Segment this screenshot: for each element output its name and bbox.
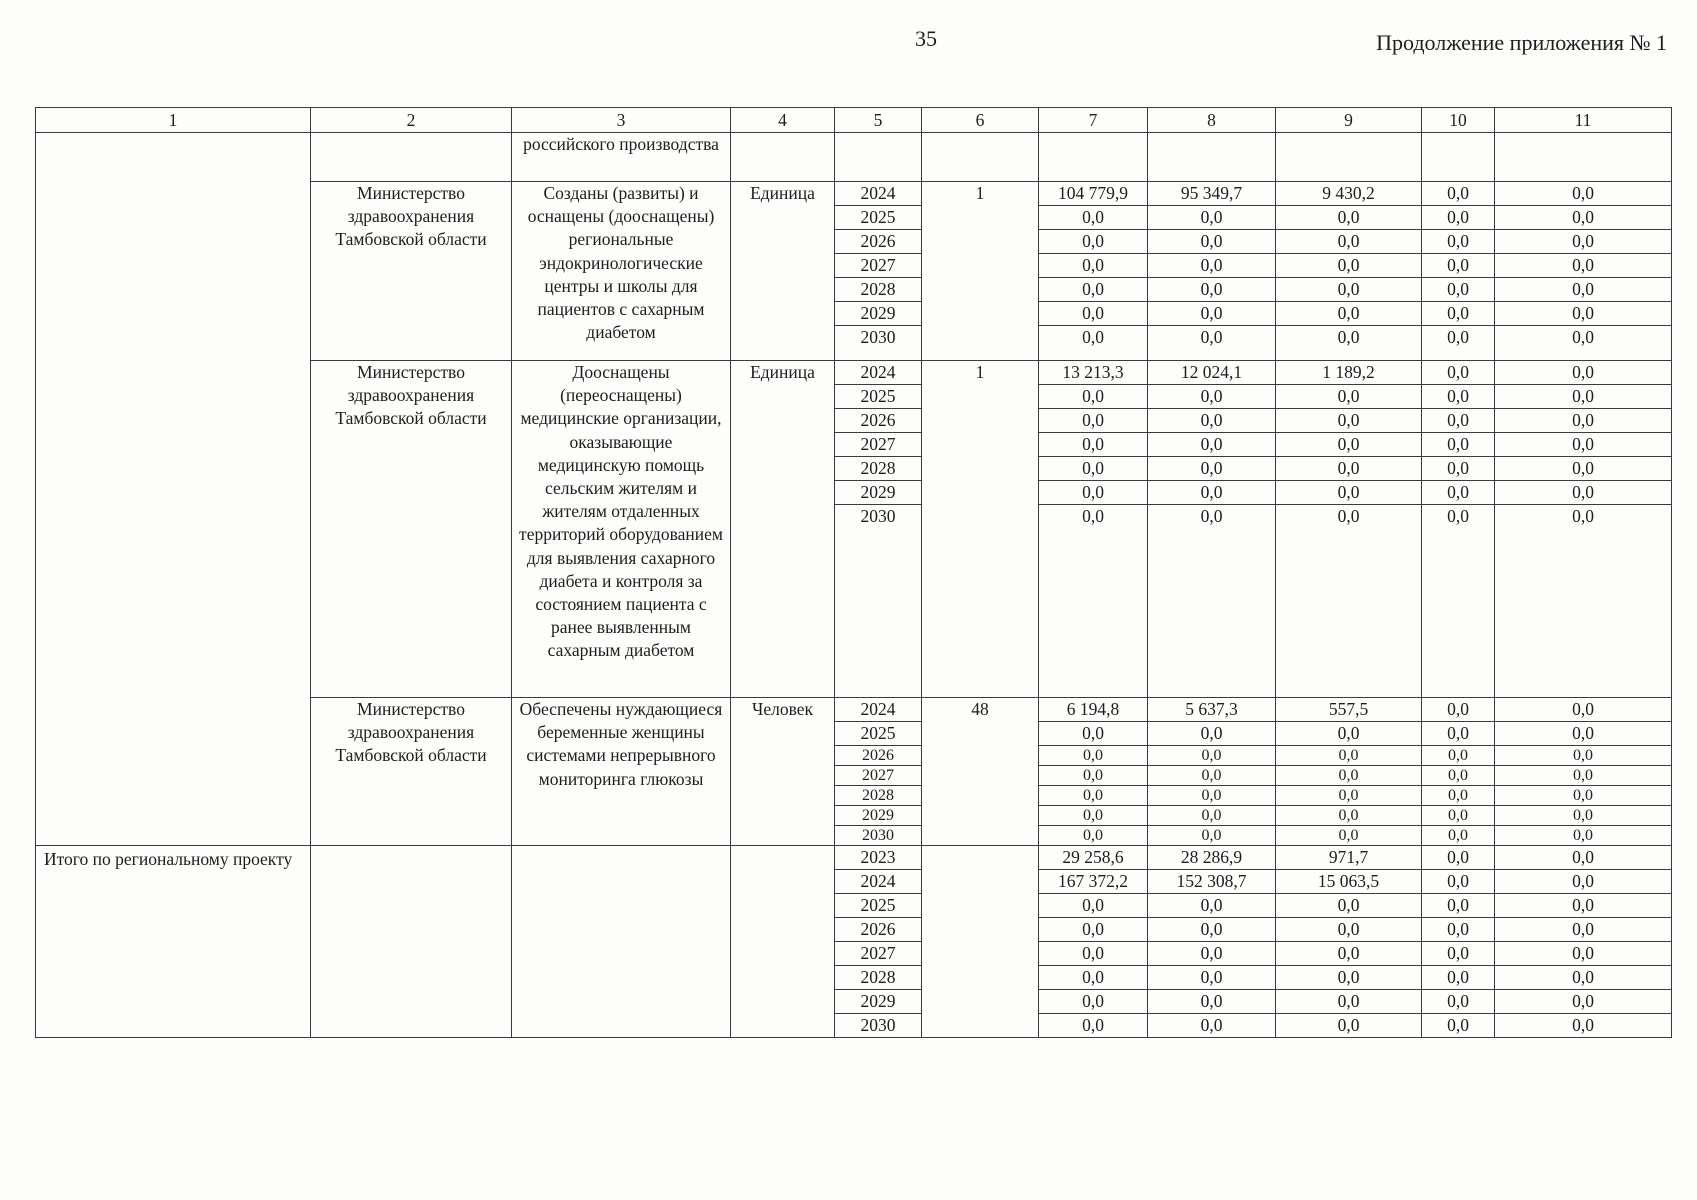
amount-cell: 0,0 xyxy=(1276,806,1422,826)
amount-cell: 0,0 xyxy=(1148,326,1276,361)
year-cell: 2027 xyxy=(835,254,922,278)
column-number: 3 xyxy=(512,108,731,133)
year-cell: 2024 xyxy=(835,361,922,385)
amount-cell: 0,0 xyxy=(1148,966,1276,990)
year-cell: 2030 xyxy=(835,505,922,698)
value-cell xyxy=(922,133,1039,182)
unit-cell: Единица xyxy=(731,361,835,698)
amount-cell: 0,0 xyxy=(1495,1014,1672,1038)
amount-cell: 0,0 xyxy=(1276,254,1422,278)
amount-cell: 0,0 xyxy=(1495,481,1672,505)
amount-cell: 0,0 xyxy=(1276,385,1422,409)
amount-cell: 15 063,5 xyxy=(1276,870,1422,894)
amount-cell: 29 258,6 xyxy=(1039,846,1148,870)
year-cell: 2027 xyxy=(835,766,922,786)
amount-cell: 0,0 xyxy=(1422,278,1495,302)
column-number: 1 xyxy=(36,108,311,133)
amount-cell: 0,0 xyxy=(1276,786,1422,806)
amount-cell: 0,0 xyxy=(1276,206,1422,230)
amount-cell: 0,0 xyxy=(1495,894,1672,918)
year-cell: 2029 xyxy=(835,481,922,505)
amount-cell: 0,0 xyxy=(1422,826,1495,846)
amount-cell: 0,0 xyxy=(1276,1014,1422,1038)
amount-cell: 0,0 xyxy=(1039,786,1148,806)
result-description: Дооснащены (переоснащены) медицинские организации, оказывающие медицинскую помощь сельским жителям и жителям отдаленных территорий оборудованием для выявления сахарного диабета и контроля за состоянием пациента с ранее выявленным сахарным диабетом xyxy=(512,361,731,698)
amount-cell: 0,0 xyxy=(1495,990,1672,1014)
amount-cell: 0,0 xyxy=(1148,409,1276,433)
column-number: 6 xyxy=(922,108,1039,133)
year-cell: 2028 xyxy=(835,786,922,806)
amount-cell: 0,0 xyxy=(1276,990,1422,1014)
amount-cell: 0,0 xyxy=(1276,457,1422,481)
value-cell: 1 xyxy=(922,361,1039,698)
executor-cell: Министерство здравоохранения Тамбовской области xyxy=(311,361,512,698)
amount-cell: 0,0 xyxy=(1039,326,1148,361)
amount-cell: 0,0 xyxy=(1148,722,1276,746)
amount-cell: 0,0 xyxy=(1276,918,1422,942)
amount-cell: 0,0 xyxy=(1039,826,1148,846)
executor-cell xyxy=(311,133,512,182)
amount-cell: 0,0 xyxy=(1276,230,1422,254)
amount-cell: 0,0 xyxy=(1039,278,1148,302)
amount-cell: 0,0 xyxy=(1039,206,1148,230)
amount-cell: 0,0 xyxy=(1148,505,1276,698)
amount-cell: 0,0 xyxy=(1276,433,1422,457)
result-description: Обеспечены нуждающиеся беременные женщины системами непрерывного мониторинга глюкозы xyxy=(512,698,731,846)
amount-cell: 0,0 xyxy=(1148,806,1276,826)
amount-cell: 0,0 xyxy=(1148,481,1276,505)
amount-cell: 0,0 xyxy=(1495,826,1672,846)
executor-cell xyxy=(311,846,512,1038)
column-number: 7 xyxy=(1039,108,1148,133)
amount-cell: 0,0 xyxy=(1422,870,1495,894)
amount-cell: 0,0 xyxy=(1039,385,1148,409)
amount-cell: 0,0 xyxy=(1422,385,1495,409)
amount-cell: 0,0 xyxy=(1148,746,1276,766)
amount-cell: 0,0 xyxy=(1422,698,1495,722)
amount-cell: 0,0 xyxy=(1422,230,1495,254)
continued-result-text: российского производства xyxy=(512,133,731,182)
amount-cell: 0,0 xyxy=(1276,409,1422,433)
amount-cell: 0,0 xyxy=(1422,254,1495,278)
amount-cell: 0,0 xyxy=(1422,481,1495,505)
amount-cell: 167 372,2 xyxy=(1039,870,1148,894)
column-number: 8 xyxy=(1148,108,1276,133)
amount-cell: 0,0 xyxy=(1148,990,1276,1014)
amount-cell: 0,0 xyxy=(1495,326,1672,361)
amount-cell: 0,0 xyxy=(1495,278,1672,302)
amount-cell: 0,0 xyxy=(1422,457,1495,481)
amount-cell xyxy=(1148,133,1276,182)
amount-cell: 0,0 xyxy=(1276,505,1422,698)
amount-cell: 0,0 xyxy=(1148,457,1276,481)
total-label: Итого по региональному проекту xyxy=(36,846,311,1038)
column-number-row xyxy=(36,108,1672,133)
year-cell: 2027 xyxy=(835,942,922,966)
amount-cell: 5 637,3 xyxy=(1148,698,1276,722)
amount-cell: 0,0 xyxy=(1422,746,1495,766)
amount-cell: 0,0 xyxy=(1495,505,1672,698)
unit-cell: Единица xyxy=(731,182,835,361)
amount-cell: 0,0 xyxy=(1039,894,1148,918)
amount-cell: 0,0 xyxy=(1495,698,1672,722)
amount-cell: 0,0 xyxy=(1039,966,1148,990)
amount-cell: 0,0 xyxy=(1276,826,1422,846)
amount-cell xyxy=(1276,133,1422,182)
amount-cell: 9 430,2 xyxy=(1276,182,1422,206)
amount-cell: 0,0 xyxy=(1148,918,1276,942)
amount-cell: 13 213,3 xyxy=(1039,361,1148,385)
column-number: 4 xyxy=(731,108,835,133)
value-cell xyxy=(922,846,1039,1038)
amount-cell: 0,0 xyxy=(1422,942,1495,966)
amount-cell: 6 194,8 xyxy=(1039,698,1148,722)
amount-cell: 0,0 xyxy=(1422,766,1495,786)
year-cell: 2029 xyxy=(835,806,922,826)
year-cell: 2025 xyxy=(835,206,922,230)
page-number: 35 xyxy=(915,26,937,51)
amount-cell: 0,0 xyxy=(1039,302,1148,326)
amount-cell: 0,0 xyxy=(1148,786,1276,806)
amount-cell: 0,0 xyxy=(1495,870,1672,894)
amount-cell: 0,0 xyxy=(1039,722,1148,746)
amount-cell: 0,0 xyxy=(1148,894,1276,918)
unit-cell: Человек xyxy=(731,698,835,846)
amount-cell: 0,0 xyxy=(1422,182,1495,206)
result-description xyxy=(512,846,731,1038)
amount-cell: 0,0 xyxy=(1148,206,1276,230)
year-cell: 2027 xyxy=(835,433,922,457)
amount-cell: 12 024,1 xyxy=(1148,361,1276,385)
year-cell: 2024 xyxy=(835,182,922,206)
amount-cell: 0,0 xyxy=(1422,1014,1495,1038)
amount-cell: 28 286,9 xyxy=(1148,846,1276,870)
amount-cell: 0,0 xyxy=(1422,409,1495,433)
amount-cell: 0,0 xyxy=(1148,433,1276,457)
amount-cell: 0,0 xyxy=(1276,481,1422,505)
project-cell xyxy=(36,133,311,846)
amount-cell: 0,0 xyxy=(1495,385,1672,409)
amount-cell: 0,0 xyxy=(1422,302,1495,326)
amount-cell: 0,0 xyxy=(1039,433,1148,457)
amount-cell: 0,0 xyxy=(1148,302,1276,326)
amount-cell: 0,0 xyxy=(1495,766,1672,786)
amount-cell: 0,0 xyxy=(1148,1014,1276,1038)
amount-cell: 971,7 xyxy=(1276,846,1422,870)
amount-cell: 0,0 xyxy=(1495,361,1672,385)
amount-cell xyxy=(1422,133,1495,182)
appendix-continuation-header: Продолжение приложения № 1 xyxy=(1376,30,1667,55)
year-cell: 2030 xyxy=(835,1014,922,1038)
year-cell: 2026 xyxy=(835,230,922,254)
amount-cell: 0,0 xyxy=(1495,230,1672,254)
amount-cell: 0,0 xyxy=(1422,505,1495,698)
amount-cell: 0,0 xyxy=(1039,457,1148,481)
amount-cell: 0,0 xyxy=(1039,481,1148,505)
amount-cell: 0,0 xyxy=(1039,746,1148,766)
amount-cell: 0,0 xyxy=(1422,966,1495,990)
amount-cell: 0,0 xyxy=(1495,722,1672,746)
amount-cell: 0,0 xyxy=(1276,766,1422,786)
amount-cell: 0,0 xyxy=(1039,230,1148,254)
amount-cell: 0,0 xyxy=(1495,746,1672,766)
amount-cell: 0,0 xyxy=(1422,361,1495,385)
amount-cell: 0,0 xyxy=(1495,942,1672,966)
amount-cell: 0,0 xyxy=(1276,746,1422,766)
amount-cell: 0,0 xyxy=(1495,966,1672,990)
amount-cell: 0,0 xyxy=(1495,806,1672,826)
amount-cell: 0,0 xyxy=(1495,846,1672,870)
year-cell: 2025 xyxy=(835,894,922,918)
budget-table xyxy=(35,107,1672,1038)
amount-cell: 0,0 xyxy=(1039,806,1148,826)
year-cell: 2026 xyxy=(835,746,922,766)
unit-cell xyxy=(731,846,835,1038)
year-cell: 2028 xyxy=(835,966,922,990)
year-cell: 2029 xyxy=(835,302,922,326)
year-cell: 2028 xyxy=(835,278,922,302)
amount-cell: 0,0 xyxy=(1276,302,1422,326)
amount-cell: 0,0 xyxy=(1495,206,1672,230)
column-number: 2 xyxy=(311,108,512,133)
amount-cell: 0,0 xyxy=(1276,326,1422,361)
amount-cell: 0,0 xyxy=(1039,990,1148,1014)
amount-cell xyxy=(1039,133,1148,182)
amount-cell: 0,0 xyxy=(1276,722,1422,746)
total-row xyxy=(36,846,1672,870)
value-cell: 48 xyxy=(922,698,1039,846)
amount-cell: 0,0 xyxy=(1495,182,1672,206)
amount-cell: 0,0 xyxy=(1422,786,1495,806)
amount-cell xyxy=(1495,133,1672,182)
amount-cell: 0,0 xyxy=(1422,918,1495,942)
amount-cell: 0,0 xyxy=(1495,918,1672,942)
amount-cell: 0,0 xyxy=(1148,230,1276,254)
year-cell: 2026 xyxy=(835,409,922,433)
amount-cell: 0,0 xyxy=(1039,1014,1148,1038)
amount-cell: 0,0 xyxy=(1039,918,1148,942)
amount-cell: 0,0 xyxy=(1422,722,1495,746)
year-cell xyxy=(835,133,922,182)
continuation-row xyxy=(36,133,1672,182)
amount-cell: 152 308,7 xyxy=(1148,870,1276,894)
amount-cell: 0,0 xyxy=(1495,786,1672,806)
year-cell: 2024 xyxy=(835,870,922,894)
amount-cell: 0,0 xyxy=(1276,278,1422,302)
amount-cell: 0,0 xyxy=(1039,766,1148,786)
amount-cell: 0,0 xyxy=(1148,766,1276,786)
year-cell: 2025 xyxy=(835,722,922,746)
year-cell: 2026 xyxy=(835,918,922,942)
amount-cell: 0,0 xyxy=(1422,806,1495,826)
unit-cell xyxy=(731,133,835,182)
result-description: Созданы (развиты) и оснащены (дооснащены) региональные эндокринологические центры и школы для пациентов с сахарным диабетом xyxy=(512,182,731,361)
amount-cell: 0,0 xyxy=(1495,409,1672,433)
amount-cell: 0,0 xyxy=(1495,254,1672,278)
amount-cell: 0,0 xyxy=(1422,846,1495,870)
amount-cell: 0,0 xyxy=(1039,254,1148,278)
year-cell: 2030 xyxy=(835,326,922,361)
amount-cell: 0,0 xyxy=(1039,409,1148,433)
year-cell: 2030 xyxy=(835,826,922,846)
year-cell: 2025 xyxy=(835,385,922,409)
amount-cell: 0,0 xyxy=(1422,894,1495,918)
amount-cell: 0,0 xyxy=(1276,942,1422,966)
column-number: 11 xyxy=(1495,108,1672,133)
amount-cell: 557,5 xyxy=(1276,698,1422,722)
year-cell: 2028 xyxy=(835,457,922,481)
amount-cell: 0,0 xyxy=(1276,966,1422,990)
amount-cell: 0,0 xyxy=(1422,433,1495,457)
amount-cell: 0,0 xyxy=(1422,206,1495,230)
amount-cell: 0,0 xyxy=(1148,254,1276,278)
amount-cell: 0,0 xyxy=(1039,942,1148,966)
amount-cell: 0,0 xyxy=(1495,457,1672,481)
amount-cell: 0,0 xyxy=(1276,894,1422,918)
amount-cell: 1 189,2 xyxy=(1276,361,1422,385)
year-cell: 2023 xyxy=(835,846,922,870)
amount-cell: 0,0 xyxy=(1422,990,1495,1014)
amount-cell: 0,0 xyxy=(1495,302,1672,326)
executor-cell: Министерство здравоохранения Тамбовской области xyxy=(311,698,512,846)
amount-cell: 0,0 xyxy=(1039,505,1148,698)
year-cell: 2029 xyxy=(835,990,922,1014)
year-cell: 2024 xyxy=(835,698,922,722)
executor-cell: Министерство здравоохранения Тамбовской области xyxy=(311,182,512,361)
amount-cell: 0,0 xyxy=(1148,385,1276,409)
column-number: 5 xyxy=(835,108,922,133)
amount-cell: 0,0 xyxy=(1148,826,1276,846)
amount-cell: 104 779,9 xyxy=(1039,182,1148,206)
amount-cell: 0,0 xyxy=(1495,433,1672,457)
amount-cell: 0,0 xyxy=(1422,326,1495,361)
amount-cell: 95 349,7 xyxy=(1148,182,1276,206)
amount-cell: 0,0 xyxy=(1148,942,1276,966)
column-number: 9 xyxy=(1276,108,1422,133)
column-number: 10 xyxy=(1422,108,1495,133)
value-cell: 1 xyxy=(922,182,1039,361)
amount-cell: 0,0 xyxy=(1148,278,1276,302)
